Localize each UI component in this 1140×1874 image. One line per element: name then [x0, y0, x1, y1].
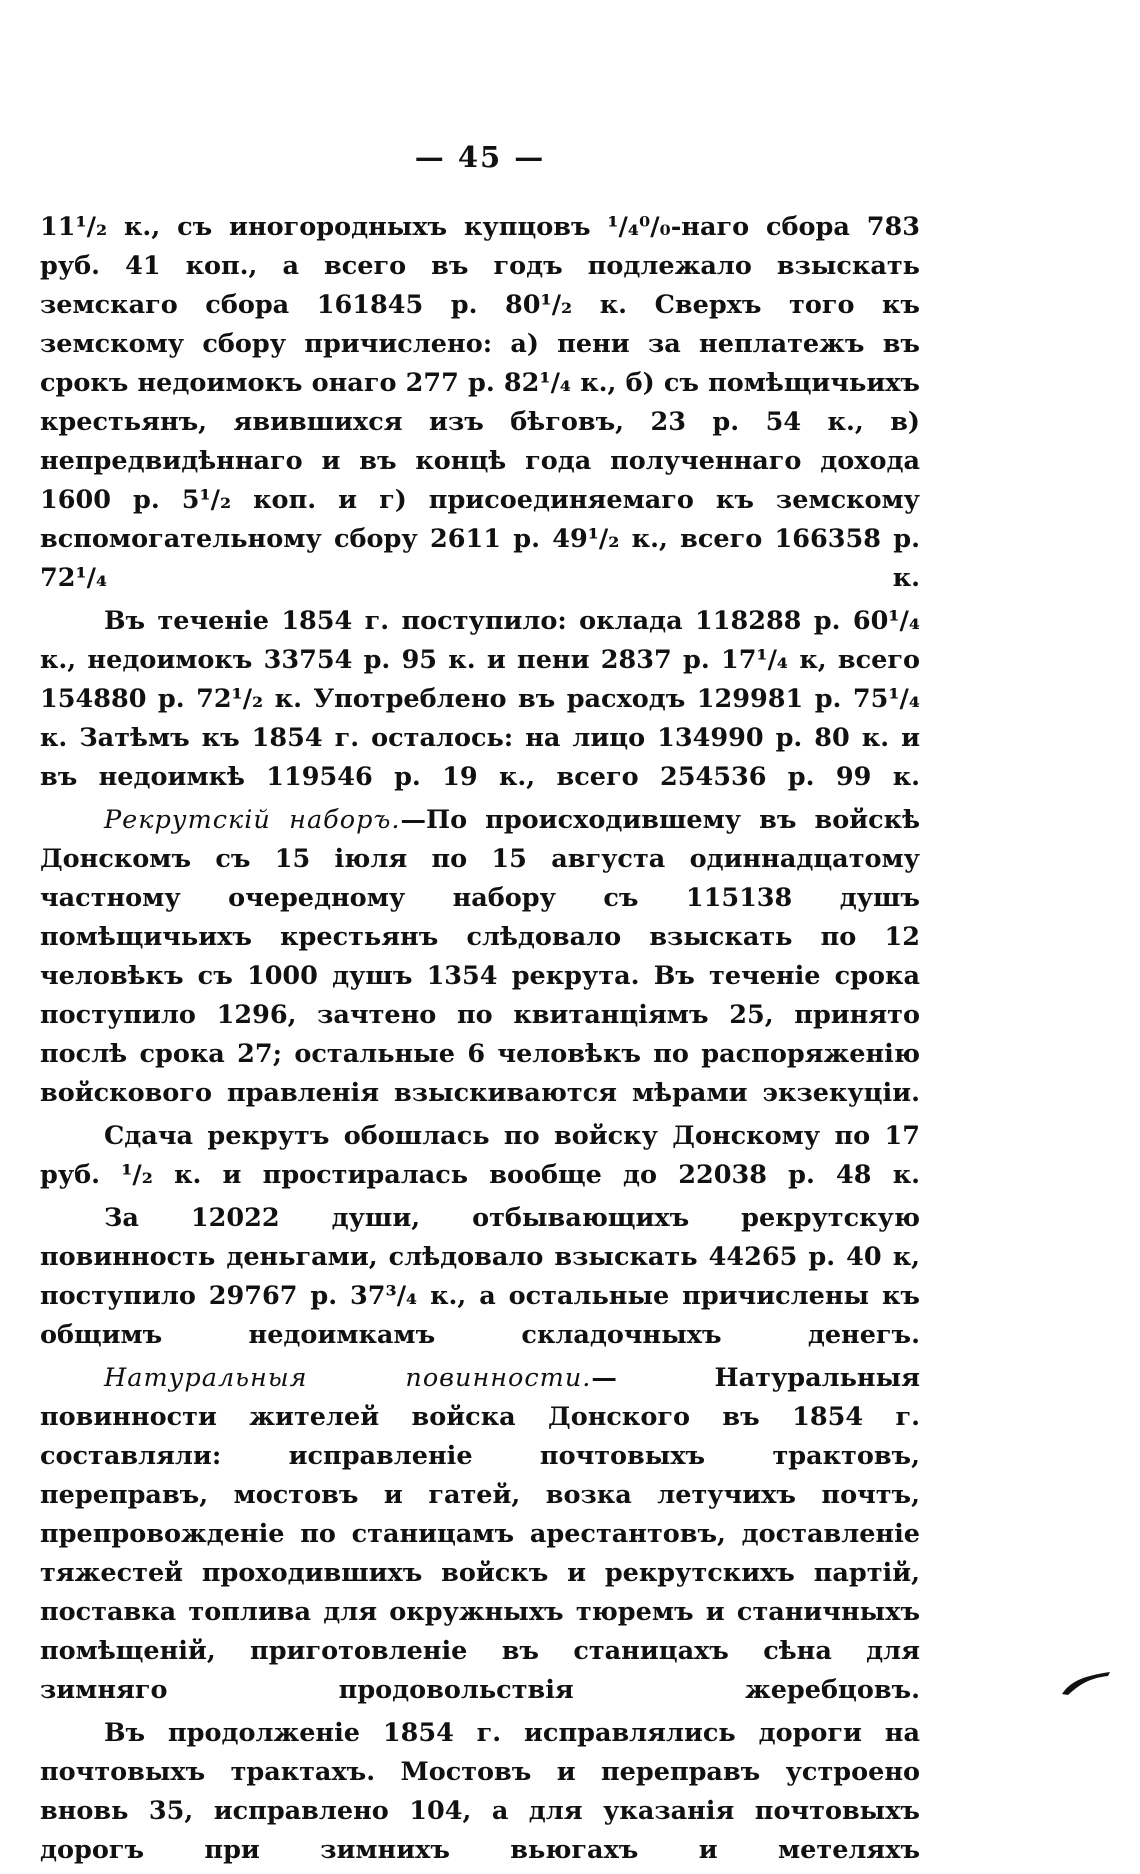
paragraph	[40, 1117, 920, 1195]
book-page	[40, 0, 920, 1872]
paragraph	[40, 1359, 920, 1710]
section-heading: Рекрутскій наборъ.	[104, 805, 401, 835]
paragraph	[40, 1199, 920, 1355]
paragraph	[40, 801, 920, 1113]
paragraph-text: Въ продолженіе 1854 г. исправлялись дороги на почтовыхъ трактахъ. Мостовъ и переправъ устроено вновь 35, исправлено 104, а для указанія почтовыхъ дорогъ при зимнихъ вьюгахъ и метеляхъ	[40, 1718, 920, 1865]
ink-smudge-mark	[1060, 1668, 1112, 1696]
paragraph-text: 11¹/₂ к., съ иногородныхъ купцовъ ¹/₄⁰/₀-наго сбора 783 руб. 41 коп., а всего въ годъ подлежало взыскать земскаго сбора 161845 р. 80¹/₂ к. Сверхъ того къ земскому сбору причислено: а) пени за неплатежъ въ срокъ недоимокъ онаго 277 р. 82¹/₄ к., б) съ помѣщичьихъ крестьянъ, явившихся изъ бѣговъ, 23 р. 54 к., в) непредвидѣннаго и въ концѣ года полученнаго дохода 1600 р. 5¹/₂ коп. и г) присоединяемаго къ земскому вспомогательному сбору 2611 р. 49¹/₂ к., всего 166358 р. 72¹/₄ к.	[40, 212, 920, 593]
section-heading: Натуральныя повинности.	[104, 1363, 592, 1393]
paragraph-text: —По происходившему въ войскѣ Донскомъ съ 15 іюля по 15 августа одиннадцатому частному очередному набору съ 115138 душъ помѣщичьихъ крестьянъ слѣдовало взыскать по 12 человѣкъ съ 1000 душъ 1354 рекрута. Въ теченіе срока поступило 1296, зачтено по квитанціямъ 25, принято послѣ срока 27; остальные 6 человѣкъ по распоряженію войскового правленія взыскиваются мѣрами экзекуціи.	[40, 805, 920, 1108]
paragraph-text: За 12022 души, отбывающихъ рекрутскую повинность деньгами, слѣдовало взыскать 44265 р. 40 к, поступило 29767 р. 37³/₄ к., а остальные причислены къ общимъ недоимкамъ складочныхъ денегъ.	[40, 1203, 920, 1350]
paragraph	[40, 1714, 920, 1870]
paragraph-text: Въ теченіе 1854 г. поступило: оклада 118288 р. 60¹/₄ к., недоимокъ 33754 р. 95 к. и пени 2837 р. 17¹/₄ к, всего 154880 р. 72¹/₂ к. Употреблено въ расходъ 129981 р. 75¹/₄ к. Затѣмъ къ 1854 г. осталось: на лицо 134990 р. 80 к. и въ недоимкѣ 119546 р. 19 к., всего 254536 р. 99 к.	[40, 606, 920, 792]
paragraph	[40, 208, 920, 598]
page-text	[40, 208, 920, 1874]
paragraph	[40, 602, 920, 797]
paragraph-text: — Натуральныя повинности жителей войска Донского въ 1854 г. составляли: исправленіе почтовыхъ трактовъ, переправъ, мостовъ и гатей, возка летучихъ почтъ, препровожденіе по станицамъ арестантовъ, доставленіе тяжестей проходившихъ войскъ и рекрутскихъ партій, поставка топлива для окружныхъ тюремъ и станичныхъ помѣщеній, приготовленіе въ станицахъ сѣна для зимняго продовольствія жеребцовъ.	[40, 1363, 921, 1705]
page-number: — 45 —	[414, 140, 546, 174]
paragraph-text: Сдача рекрутъ обошлась по войску Донскому по 17 руб. ¹/₂ к. и простиралась вообще до 22038 р. 48 к.	[40, 1121, 920, 1190]
